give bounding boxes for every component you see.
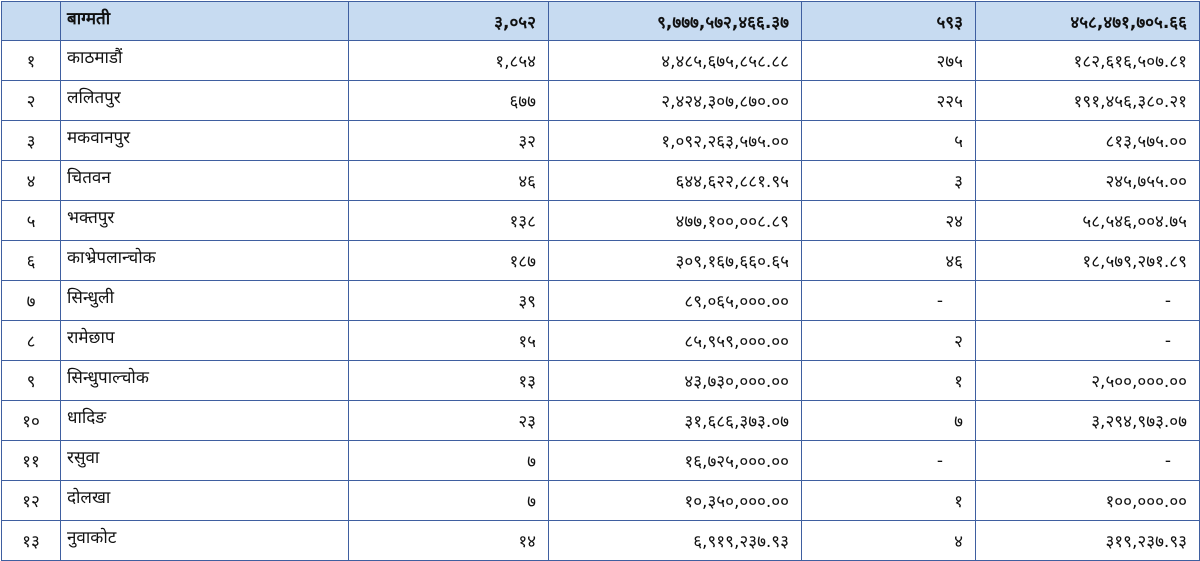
amount-1-cell: ४३,७३०,०००.०० — [549, 361, 802, 401]
row-sn: ६ — [2, 241, 61, 281]
count-1-cell: ४६ — [349, 161, 549, 201]
district-name: धादिङ — [61, 401, 349, 441]
row-sn: १२ — [2, 481, 61, 521]
table-header-row — [2, 2, 1200, 41]
amount-1-cell: ८५,९५९,०००.०० — [549, 321, 802, 361]
header-total-count-2: ५९३ — [802, 2, 976, 41]
count-2-cell: १ — [802, 361, 976, 401]
row-sn: १० — [2, 401, 61, 441]
amount-2-cell: १८,५७९,२७१.८९ — [976, 241, 1200, 281]
row-sn: ११ — [2, 441, 61, 481]
count-2-cell: - — [802, 281, 976, 321]
district-name: रामेछाप — [61, 321, 349, 361]
amount-2-cell: १९१,४५६,३८०.२१ — [976, 81, 1200, 121]
amount-1-cell: ४७७,१००,००८.८९ — [549, 201, 802, 241]
district-name: काठमाडौं — [61, 41, 349, 81]
count-1-cell: २३ — [349, 401, 549, 441]
amount-2-cell: १८२,६१६,५०७.८१ — [976, 41, 1200, 81]
count-1-cell: १३८ — [349, 201, 549, 241]
header-sn-cell — [2, 2, 61, 41]
row-sn: १३ — [2, 521, 61, 561]
district-name: नुवाकोट — [61, 521, 349, 561]
amount-1-cell: ८९,०६५,०००.०० — [549, 281, 802, 321]
district-name: सिन्धुपाल्चोक — [61, 361, 349, 401]
table-row — [2, 321, 1200, 361]
count-2-cell: ३ — [802, 161, 976, 201]
table-row — [2, 161, 1200, 201]
table-row — [2, 441, 1200, 481]
row-sn: ४ — [2, 161, 61, 201]
count-2-cell: ५ — [802, 121, 976, 161]
table-row — [2, 121, 1200, 161]
district-name: मकवानपुर — [61, 121, 349, 161]
row-sn: ५ — [2, 201, 61, 241]
district-name: चितवन — [61, 161, 349, 201]
count-2-cell: २४ — [802, 201, 976, 241]
header-total-amount-1: ९,७७७,५७२,४६६.३७ — [549, 2, 802, 41]
table-row — [2, 41, 1200, 81]
row-sn: १ — [2, 41, 61, 81]
amount-2-cell: ३,२९४,९७३.०७ — [976, 401, 1200, 441]
district-name: रसुवा — [61, 441, 349, 481]
count-2-cell: २२५ — [802, 81, 976, 121]
header-total-amount-2: ४५८,४७१,७०५.६६ — [976, 2, 1200, 41]
table-body — [2, 2, 1200, 561]
amount-1-cell: १०,३५०,०००.०० — [549, 481, 802, 521]
amount-1-cell: १,०९२,२६३,५७५.०० — [549, 121, 802, 161]
count-2-cell: ४ — [802, 521, 976, 561]
table-row — [2, 401, 1200, 441]
table-row — [2, 361, 1200, 401]
count-2-cell: - — [802, 441, 976, 481]
district-data-table — [1, 1, 1200, 561]
amount-2-cell: ३१९,२३७.९३ — [976, 521, 1200, 561]
count-1-cell: ७ — [349, 481, 549, 521]
amount-2-cell: - — [976, 281, 1200, 321]
amount-2-cell: - — [976, 321, 1200, 361]
row-sn: ३ — [2, 121, 61, 161]
amount-2-cell: - — [976, 441, 1200, 481]
count-1-cell: १,८५४ — [349, 41, 549, 81]
amount-1-cell: २,४२४,३०७,८७०.०० — [549, 81, 802, 121]
row-sn: ८ — [2, 321, 61, 361]
table-row — [2, 521, 1200, 561]
count-2-cell: २७५ — [802, 41, 976, 81]
amount-2-cell: १००,०००.०० — [976, 481, 1200, 521]
amount-1-cell: ३१,६८६,३७३.०७ — [549, 401, 802, 441]
count-1-cell: १५ — [349, 321, 549, 361]
count-1-cell: ७ — [349, 441, 549, 481]
district-name: दोलखा — [61, 481, 349, 521]
amount-2-cell: ८१३,५७५.०० — [976, 121, 1200, 161]
table-row — [2, 241, 1200, 281]
count-2-cell: ७ — [802, 401, 976, 441]
count-1-cell: १३ — [349, 361, 549, 401]
district-name: काभ्रेपलान्चोक — [61, 241, 349, 281]
count-1-cell: ३२ — [349, 121, 549, 161]
amount-1-cell: ६,९१९,२३७.९३ — [549, 521, 802, 561]
row-sn: ७ — [2, 281, 61, 321]
table-row — [2, 481, 1200, 521]
amount-1-cell: ३०९,१६७,६६०.६५ — [549, 241, 802, 281]
district-name: भक्तपुर — [61, 201, 349, 241]
amount-2-cell: ५८,५४६,००४.७५ — [976, 201, 1200, 241]
count-2-cell: ४६ — [802, 241, 976, 281]
amount-1-cell: ४,४८५,६७५,८५८.८८ — [549, 41, 802, 81]
amount-1-cell: १६,७२५,०००.०० — [549, 441, 802, 481]
header-total-count-1: ३,०५२ — [349, 2, 549, 41]
count-2-cell: १ — [802, 481, 976, 521]
amount-2-cell: २,५००,०००.०० — [976, 361, 1200, 401]
amount-2-cell: २४५,७५५.०० — [976, 161, 1200, 201]
row-sn: ९ — [2, 361, 61, 401]
count-1-cell: १८७ — [349, 241, 549, 281]
table-row — [2, 281, 1200, 321]
header-province-name: बाग्मती — [61, 2, 349, 41]
row-sn: २ — [2, 81, 61, 121]
district-name: ललितपुर — [61, 81, 349, 121]
table-row — [2, 81, 1200, 121]
count-2-cell: २ — [802, 321, 976, 361]
district-name: सिन्धुली — [61, 281, 349, 321]
table-row — [2, 201, 1200, 241]
count-1-cell: १४ — [349, 521, 549, 561]
count-1-cell: ३९ — [349, 281, 549, 321]
count-1-cell: ६७७ — [349, 81, 549, 121]
amount-1-cell: ६४४,६२२,८८१.९५ — [549, 161, 802, 201]
